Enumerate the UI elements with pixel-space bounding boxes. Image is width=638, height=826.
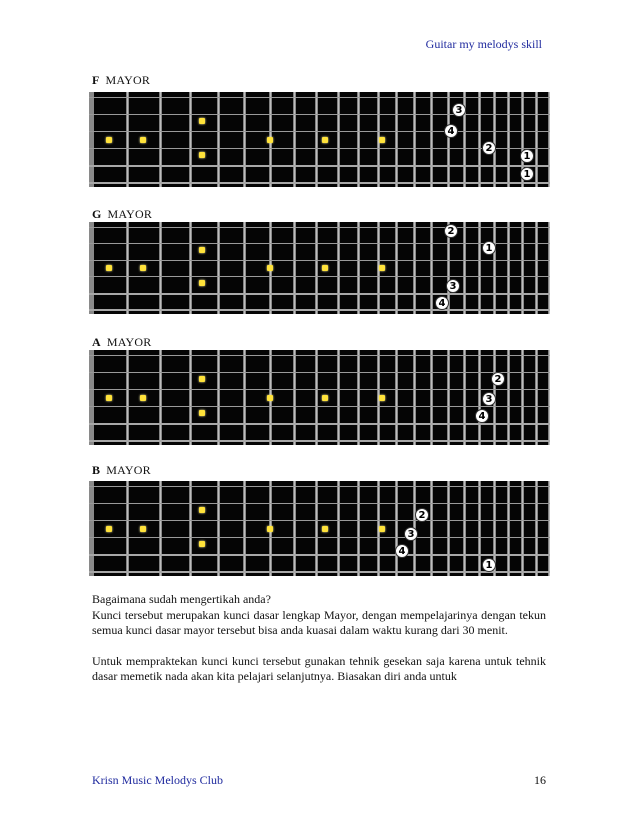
paragraph-1: Kunci tersebut merupakan kunci dasar lengkap Mayor, dengan mempelajarinya dengan tekun semua kunci dasar mayor tersebut bisa anda kuasai dalam waktu kurang dari 30 menit. — [92, 607, 546, 637]
guitar-string — [89, 182, 550, 184]
fret-wire — [395, 350, 398, 445]
fret-wire — [243, 222, 246, 314]
fret-wire — [126, 481, 129, 576]
fret-wire — [478, 350, 481, 445]
inlay-dot — [199, 152, 205, 158]
fret-wire — [337, 350, 340, 445]
chord-title-g — [92, 207, 152, 222]
fret-wire — [548, 92, 550, 187]
inlay-dot — [199, 118, 205, 124]
nut — [89, 350, 94, 445]
chord-letter: B — [92, 463, 101, 477]
finger-marker: 1 — [520, 149, 534, 163]
inlay-dot — [199, 410, 205, 416]
nut — [89, 481, 94, 576]
inlay-dot — [267, 137, 273, 143]
guitar-string — [89, 423, 550, 425]
fret-wire — [217, 350, 220, 445]
guitar-string — [89, 293, 550, 295]
chord-name: MAYOR — [105, 73, 151, 87]
fret-wire — [189, 481, 192, 576]
fret-wire — [463, 481, 466, 576]
inlay-dot — [199, 247, 205, 253]
guitar-string — [89, 131, 550, 132]
inlay-dot — [106, 265, 112, 271]
guitar-string — [89, 148, 550, 149]
guitar-string — [89, 406, 550, 407]
guitar-string — [89, 165, 550, 167]
inlay-dot — [106, 137, 112, 143]
chord-title-b — [92, 463, 151, 478]
fret-wire — [357, 92, 360, 187]
fret-wire — [493, 92, 496, 187]
fret-wire — [535, 350, 538, 445]
fretboard-a — [89, 350, 550, 445]
finger-marker: 4 — [444, 124, 458, 138]
intro-line: Bagaimana sudah mengertikah anda? — [92, 592, 271, 606]
inlay-dot — [199, 541, 205, 547]
guitar-string — [89, 276, 550, 277]
inlay-dot — [379, 265, 385, 271]
finger-marker: 2 — [415, 508, 429, 522]
fret-wire — [507, 92, 510, 187]
finger-marker: 1 — [520, 167, 534, 181]
fret-wire — [337, 481, 340, 576]
fret-wire — [521, 481, 524, 576]
fret-wire — [507, 481, 510, 576]
finger-marker: 4 — [475, 409, 489, 423]
body-text — [92, 592, 546, 685]
fret-wire — [447, 92, 450, 187]
fret-wire — [430, 222, 433, 314]
fret-wire — [189, 350, 192, 445]
inlay-dot — [106, 395, 112, 401]
guitar-string — [89, 571, 550, 573]
inlay-dot — [322, 265, 328, 271]
fret-wire — [493, 222, 496, 314]
fretboard-g — [89, 222, 550, 314]
fret-wire — [430, 92, 433, 187]
fret-wire — [548, 222, 550, 314]
inlay-dot — [199, 280, 205, 286]
fret-wire — [159, 481, 162, 576]
inlay-dot — [140, 526, 146, 532]
fret-wire — [293, 222, 296, 314]
inlay-dot — [199, 376, 205, 382]
fret-wire — [507, 350, 510, 445]
guitar-string — [89, 440, 550, 442]
fret-wire — [315, 92, 318, 187]
fret-wire — [293, 481, 296, 576]
fret-wire — [447, 481, 450, 576]
inlay-dot — [267, 526, 273, 532]
fret-wire — [243, 92, 246, 187]
fret-wire — [535, 92, 538, 187]
inlay-dot — [379, 395, 385, 401]
guitar-string — [89, 554, 550, 556]
inlay-dot — [106, 526, 112, 532]
chord-letter: F — [92, 73, 100, 87]
fret-wire — [521, 222, 524, 314]
fret-wire — [535, 222, 538, 314]
inlay-dot — [322, 137, 328, 143]
finger-marker: 3 — [446, 279, 460, 293]
fret-wire — [357, 222, 360, 314]
fret-wire — [357, 350, 360, 445]
fret-wire — [548, 481, 550, 576]
fret-wire — [447, 350, 450, 445]
finger-marker: 2 — [491, 372, 505, 386]
inlay-dot — [140, 137, 146, 143]
chord-name: MAYOR — [106, 463, 151, 477]
chord-letter: G — [92, 207, 102, 221]
fret-wire — [395, 92, 398, 187]
inlay-dot — [199, 507, 205, 513]
finger-marker: 4 — [395, 544, 409, 558]
guitar-string — [89, 520, 550, 521]
fret-wire — [315, 481, 318, 576]
guitar-string — [89, 486, 550, 487]
guitar-string — [89, 355, 550, 356]
nut — [89, 92, 94, 187]
fret-wire — [395, 481, 398, 576]
fret-wire — [548, 350, 550, 445]
fret-wire — [217, 481, 220, 576]
fret-wire — [159, 92, 162, 187]
fret-wire — [535, 481, 538, 576]
guitar-string — [89, 389, 550, 390]
fret-wire — [159, 350, 162, 445]
finger-marker: 3 — [404, 527, 418, 541]
finger-marker: 3 — [452, 103, 466, 117]
chord-letter: A — [92, 335, 101, 349]
fret-wire — [507, 222, 510, 314]
fret-wire — [126, 222, 129, 314]
fret-wire — [413, 222, 416, 314]
inlay-dot — [322, 526, 328, 532]
fret-wire — [243, 350, 246, 445]
fretboard-f — [89, 92, 550, 187]
guitar-string — [89, 114, 550, 115]
fret-wire — [293, 92, 296, 187]
guitar-string — [89, 260, 550, 261]
fret-wire — [357, 481, 360, 576]
finger-marker: 2 — [482, 141, 496, 155]
inlay-dot — [267, 265, 273, 271]
fret-wire — [293, 350, 296, 445]
fret-wire — [521, 350, 524, 445]
fret-wire — [217, 92, 220, 187]
fret-wire — [463, 350, 466, 445]
fret-wire — [189, 92, 192, 187]
fret-wire — [413, 92, 416, 187]
fret-wire — [189, 222, 192, 314]
guitar-string — [89, 309, 550, 311]
chord-title-f — [92, 73, 150, 88]
fret-wire — [126, 92, 129, 187]
fret-wire — [430, 350, 433, 445]
fret-wire — [126, 350, 129, 445]
inlay-dot — [379, 526, 385, 532]
fret-wire — [478, 222, 481, 314]
fret-wire — [315, 350, 318, 445]
guitar-string — [89, 97, 550, 98]
fret-wire — [478, 92, 481, 187]
fret-wire — [430, 481, 433, 576]
fret-wire — [243, 481, 246, 576]
guitar-string — [89, 372, 550, 373]
guitar-string — [89, 503, 550, 504]
inlay-dot — [140, 395, 146, 401]
chord-name: MAYOR — [106, 335, 152, 349]
fretboard-b — [89, 481, 550, 576]
fret-wire — [337, 222, 340, 314]
guitar-string — [89, 243, 550, 244]
footer-club: Krisn Music Melodys Club — [92, 773, 224, 787]
guitar-string — [89, 537, 550, 538]
fret-wire — [413, 350, 416, 445]
running-header: Guitar my melodys skill — [425, 37, 542, 51]
fret-wire — [315, 222, 318, 314]
finger-marker: 3 — [482, 392, 496, 406]
fret-wire — [217, 222, 220, 314]
inlay-dot — [267, 395, 273, 401]
fret-wire — [395, 222, 398, 314]
page-number: 16 — [534, 773, 546, 787]
finger-marker: 1 — [482, 558, 496, 572]
fret-wire — [463, 222, 466, 314]
chord-name: MAYOR — [107, 207, 153, 221]
nut — [89, 222, 94, 314]
fret-wire — [337, 92, 340, 187]
chord-title-a — [92, 335, 151, 350]
inlay-dot — [140, 265, 146, 271]
inlay-dot — [322, 395, 328, 401]
finger-marker: 4 — [435, 296, 449, 310]
finger-marker: 1 — [482, 241, 496, 255]
fret-wire — [478, 481, 481, 576]
finger-marker: 2 — [444, 224, 458, 238]
inlay-dot — [379, 137, 385, 143]
fret-wire — [159, 222, 162, 314]
guitar-string — [89, 227, 550, 228]
paragraph-2: Untuk mempraktekan kunci kunci tersebut gunakan tehnik gesekan saja karena untuk tehnik dasar memetik nada akan kita pelajari selanjutnya. Biasakan diri anda untuk — [92, 653, 546, 683]
